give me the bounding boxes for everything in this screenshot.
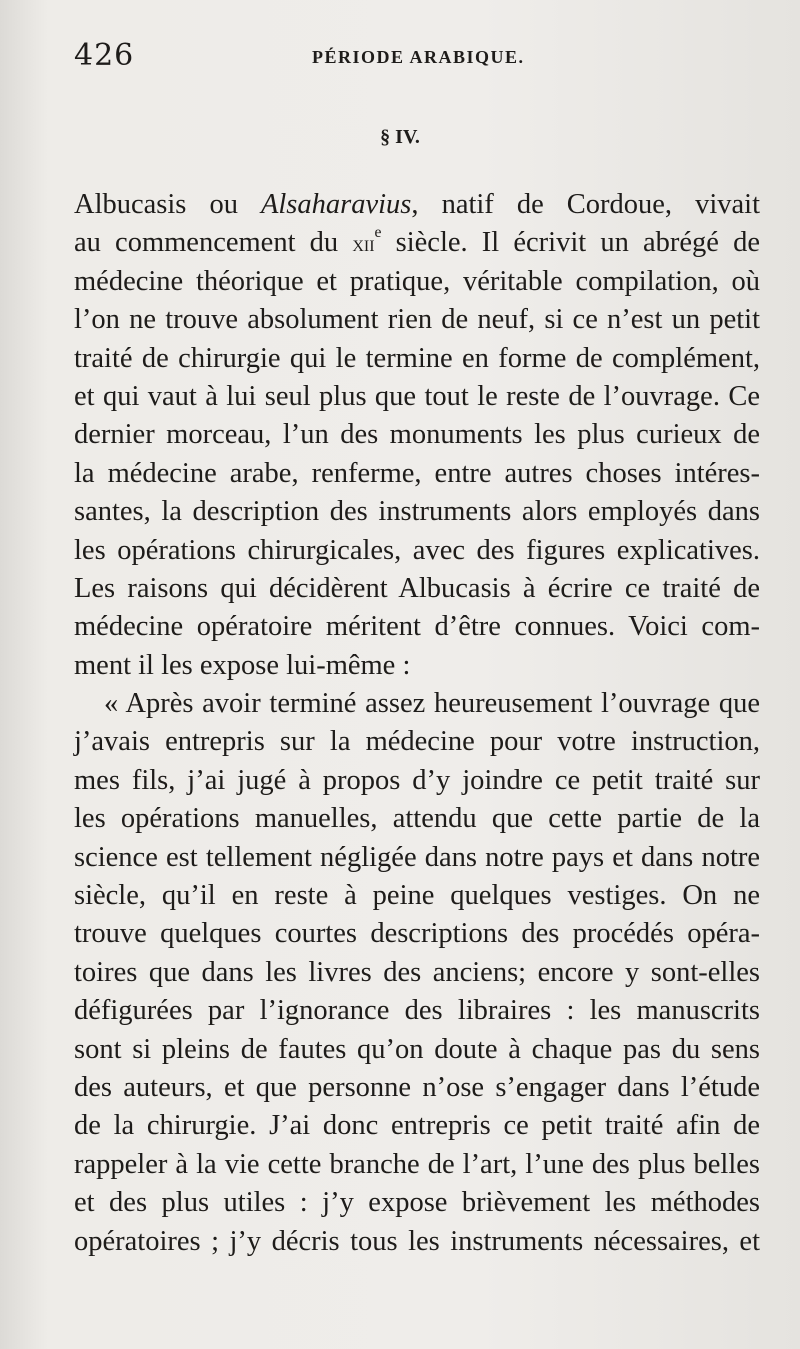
text-segment: , natif de Cordoue, vivait (411, 189, 760, 220)
roman-numeral: xii (352, 231, 375, 257)
text-line: de la chirurgie. J’ai donc entrepris ce petit traité afin de (74, 1110, 760, 1142)
text-line: « Après avoir terminé assez heureusement l’ouvrage que (104, 688, 760, 720)
text-segment: Albucasis ou (74, 189, 261, 220)
text-line: ment il les expose lui-même : (74, 649, 411, 681)
text-line: Les raisons qui décidèrent Albucasis à écrire ce traité de (74, 572, 760, 604)
text-line: les opérations manuelles, attendu que cette partie de la (74, 803, 760, 835)
text-line: toires que dans les livres des anciens; encore y sont-elles (74, 956, 760, 988)
italic-name: Alsaharavius (260, 189, 412, 220)
text-line: les opérations chirurgicales, avec des figures explicatives. (74, 534, 760, 566)
text-line: sont si pleins de fautes qu’on doute à chaque pas du sens (74, 1033, 760, 1065)
text-line: trouve quelques courtes descriptions des procédés opéra- (74, 918, 760, 950)
text-line (74, 186, 760, 224)
text-line: santes, la description des instruments alors employés dans (74, 496, 760, 528)
text-line: défigurées par l’ignorance des libraires : les manuscrits (74, 995, 760, 1027)
superscript: e (374, 224, 382, 242)
body-text (74, 186, 760, 1261)
text-line: rappeler à la vie cette branche de l’art, l’une des plus belles (74, 1148, 760, 1180)
text-line (74, 224, 760, 262)
section-heading: § IV. (380, 126, 420, 148)
text-line: des auteurs, et que personne n’ose s’engager dans l’étude (74, 1071, 760, 1103)
text-line: et des plus utiles : j’y expose brièvement les méthodes (74, 1187, 760, 1219)
running-title: PÉRIODE ARABIQUE. (312, 47, 525, 67)
text-line: j’avais entrepris sur la médecine pour votre instruction, (74, 726, 760, 758)
text-line: traité de chirurgie qui le termine en forme de complément, (74, 342, 760, 374)
text-line: dernier morceau, l’un des monuments les plus curieux de (74, 419, 760, 451)
text-line: science est tellement négligée dans notre pays et dans notre (74, 841, 760, 873)
page-number: 426 (74, 38, 135, 73)
text-line: médecine théorique et pratique, véritable compilation, où (74, 265, 760, 297)
text-line: l’on ne trouve absolument rien de neuf, si ce n’est un petit (74, 304, 760, 336)
text-line: mes fils, j’ai jugé à propos d’y joindre ce petit traité sur (74, 764, 760, 796)
text-line: siècle, qu’il en reste à peine quelques vestiges. On ne (74, 880, 760, 912)
text-line: et qui vaut à lui seul plus que tout le reste de l’ouvrage. Ce (74, 380, 760, 412)
text-segment: au commencement du (74, 227, 353, 259)
text-line: opératoires ; j’y décris tous les instruments nécessaires, et (74, 1225, 760, 1257)
text-line: la médecine arabe, renferme, entre autres choses intéres- (74, 457, 760, 489)
text-line: médecine opératoire méritent d’être connues. Voici com- (74, 611, 760, 643)
text-segment: siècle. Il écrivit un abrégé de (381, 227, 760, 259)
page-header (74, 38, 760, 78)
